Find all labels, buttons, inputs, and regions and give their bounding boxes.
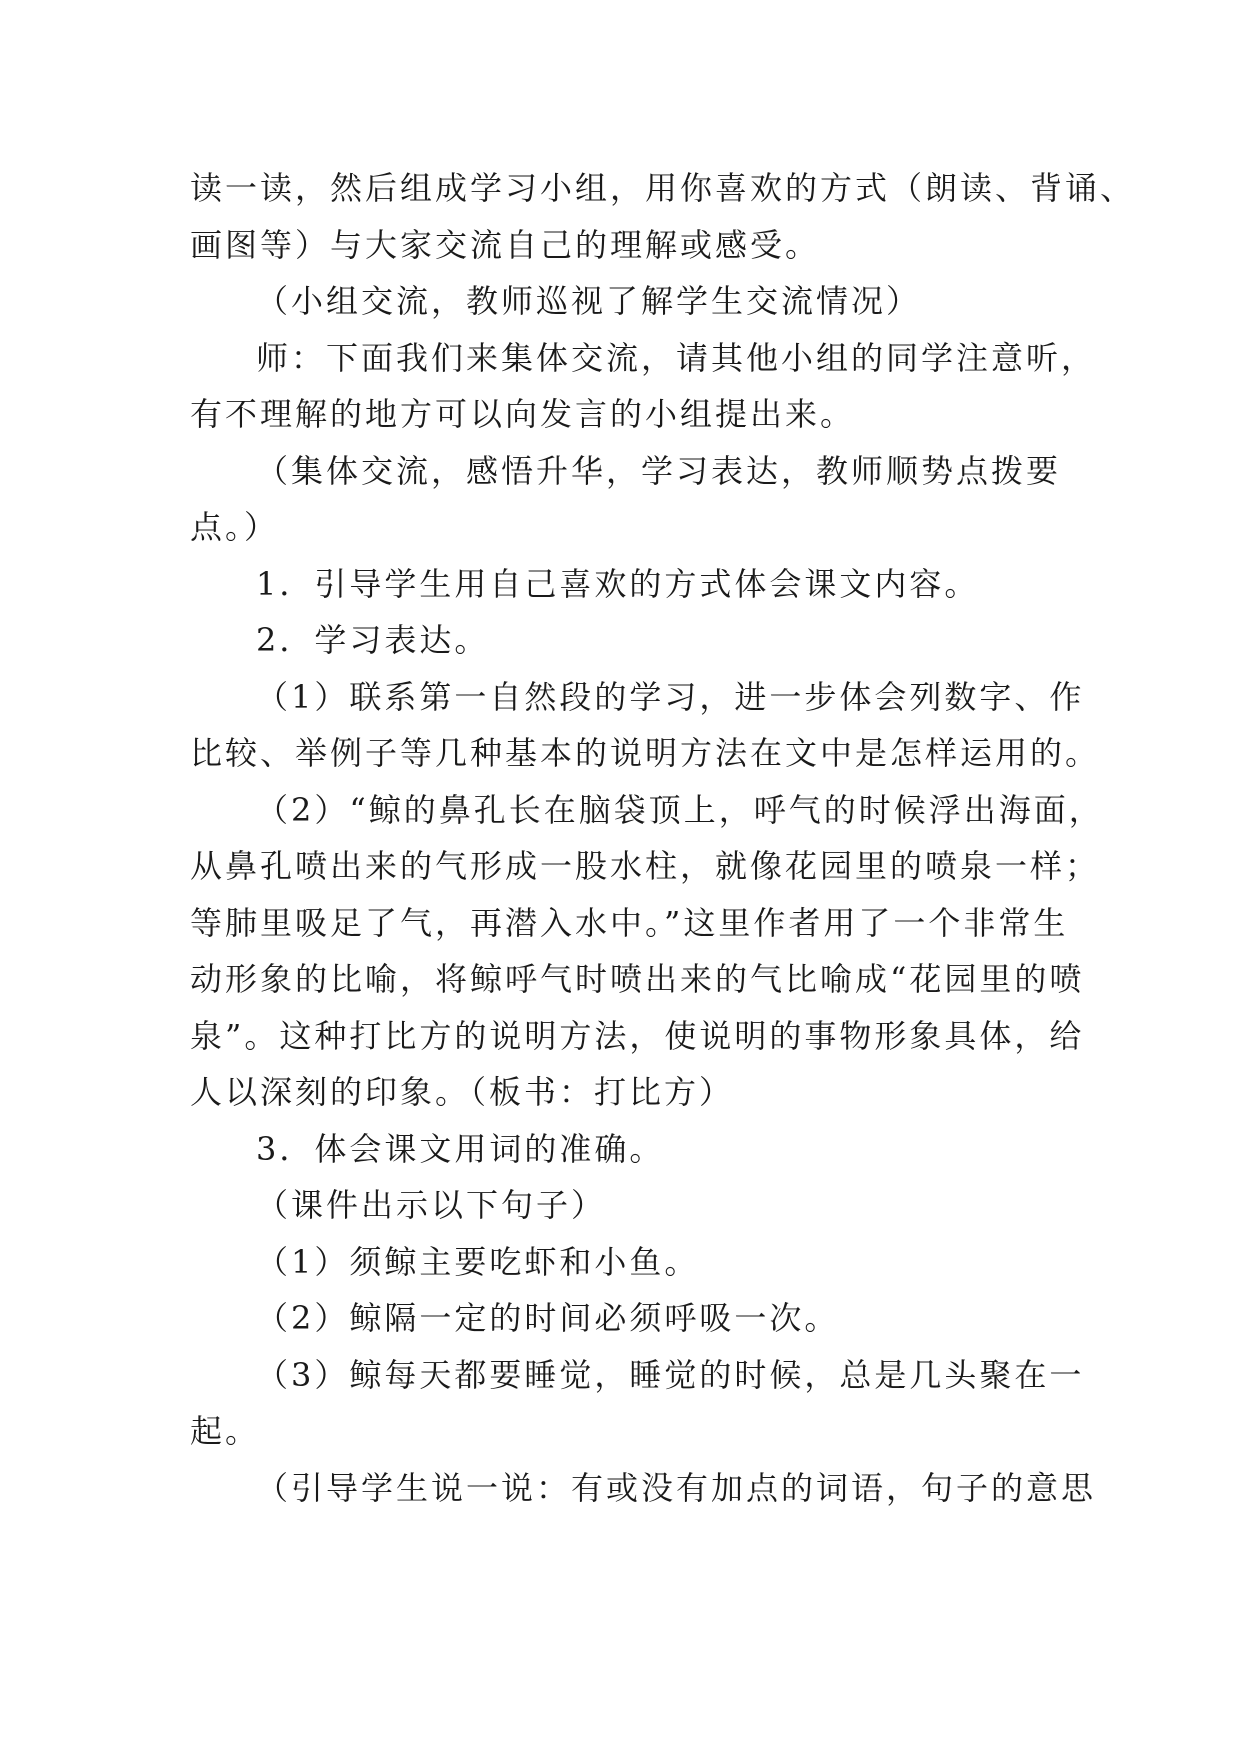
text-line: 画图等）与大家交流自己的理解或感受。 [190,225,821,264]
text-line: 起。 [190,1412,261,1450]
text-line: 读一读，然后组成学习小组，用你喜欢的方式（朗读、背诵、 [190,169,1136,207]
text-line: 2．学习表达。 [256,621,490,659]
text-line: 师：下面我们来集体交流，请其他小组的同学注意听， [256,338,1097,377]
text-line: （引导学生说一说：有或没有加点的词语，句子的意思 [256,1468,1097,1507]
text-line: 3．体会课文用词的准确。 [256,1129,665,1168]
text-line: （3）鲸每天都要睡觉，睡觉的时候，总是几头聚在一 [256,1355,1085,1394]
text-line: （集体交流，感悟升华，学习表达，教师顺势点拨要 [256,451,1062,490]
text-line: （1）联系第一自然段的学习，进一步体会列数字、作 [256,677,1085,716]
document-body [190,160,1136,1516]
text-line: 比较、举例子等几种基本的说明方法在文中是怎样运用的。 [190,734,1101,772]
text-line: 动形象的比喻，将鲸呼气时喷出来的气比喻成“花园里的喷 [190,960,1085,998]
text-line: （1）须鲸主要吃虾和小鱼。 [256,1242,700,1281]
text-line: 1．引导学生用自己喜欢的方式体会课文内容。 [256,564,980,603]
text-line: 点。） [190,508,280,546]
text-line: （2）“鲸的鼻孔长在脑袋顶上，呼气的时候浮出海面， [256,790,1104,829]
text-line: （2）鲸隔一定的时间必须呼吸一次。 [256,1299,840,1337]
text-line: 人以深刻的印象。（板书：打比方） [190,1073,735,1111]
text-line: 有不理解的地方可以向发言的小组提出来。 [190,395,856,433]
text-line: 从鼻孔喷出来的气形成一股水柱，就像花园里的喷泉一样； [190,847,1101,885]
text-line: （课件出示以下句子） [256,1186,607,1224]
text-line: 泉”。这种打比方的说明方法，使说明的事物形象具体，给 [190,1016,1085,1055]
text-line: （小组交流，教师巡视了解学生交流情况） [256,282,922,320]
text-line: 等肺里吸足了气，再潜入水中。”这里作者用了一个非常生 [190,903,1069,942]
